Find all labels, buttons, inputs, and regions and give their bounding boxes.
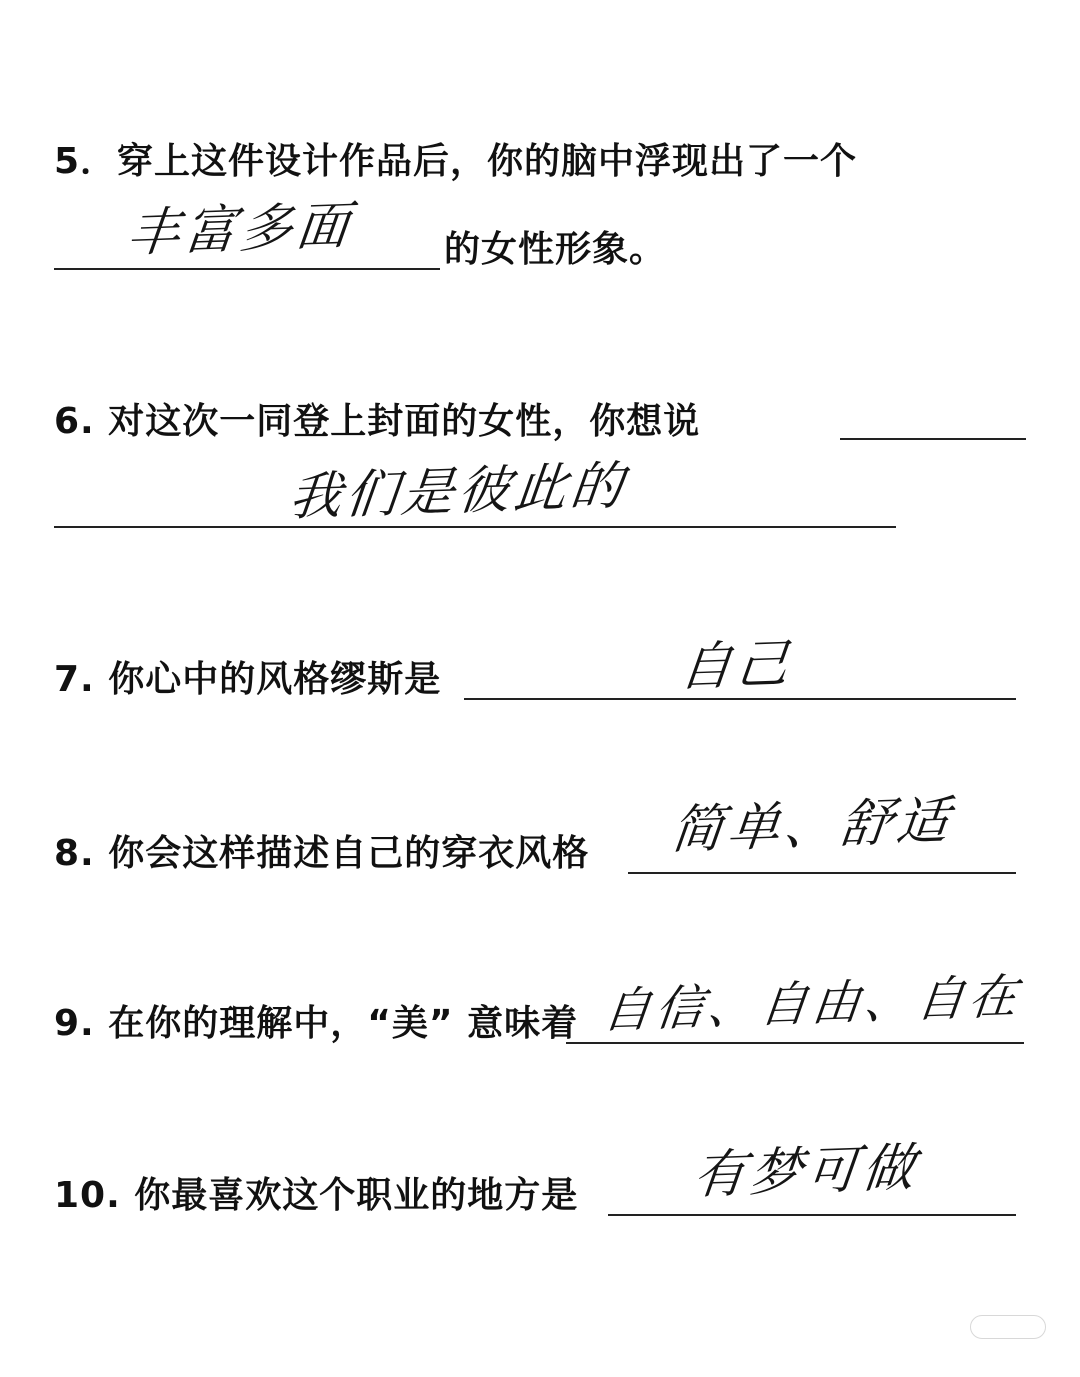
question-10-answer-line [608, 1214, 1016, 1216]
question-7-answer-line [464, 698, 1016, 700]
question-9-prompt: 9. 在你的理解中，“美” 意味着 [54, 1003, 579, 1044]
question-9-handwritten-answer: 自信、自由、自在 [600, 968, 1024, 1040]
question-7-prompt: 7. 你心中的风格缪斯是 [54, 659, 442, 700]
question-6-answer-line-2 [54, 526, 896, 528]
question-5-suffix: 的女性形象。 [444, 229, 667, 270]
question-6-prompt: 6. 对这次一同登上封面的女性，你想说 [54, 401, 701, 442]
question-7-handwritten-answer: 自己 [676, 634, 796, 698]
question-8-answer-line [628, 872, 1016, 874]
question-10-handwritten-answer: 有梦可做 [690, 1138, 922, 1206]
question-8-handwritten-answer: 简单、舒适 [668, 791, 956, 861]
watermark-badge [970, 1315, 1046, 1339]
question-6-handwritten-answer: 我们是彼此的 [286, 456, 630, 528]
question-5-prompt: 5．穿上这件设计作品后，你的脑中浮现出了一个 [54, 141, 858, 182]
question-9-answer-line [566, 1042, 1024, 1044]
question-5-answer-line [54, 268, 440, 270]
question-8-prompt: 8. 你会这样描述自己的穿衣风格 [54, 833, 590, 874]
question-5-handwritten-answer: 丰富多面 [124, 196, 356, 264]
question-10-prompt: 10. 你最喜欢这个职业的地方是 [54, 1175, 579, 1216]
question-6-answer-line-1 [840, 438, 1026, 440]
